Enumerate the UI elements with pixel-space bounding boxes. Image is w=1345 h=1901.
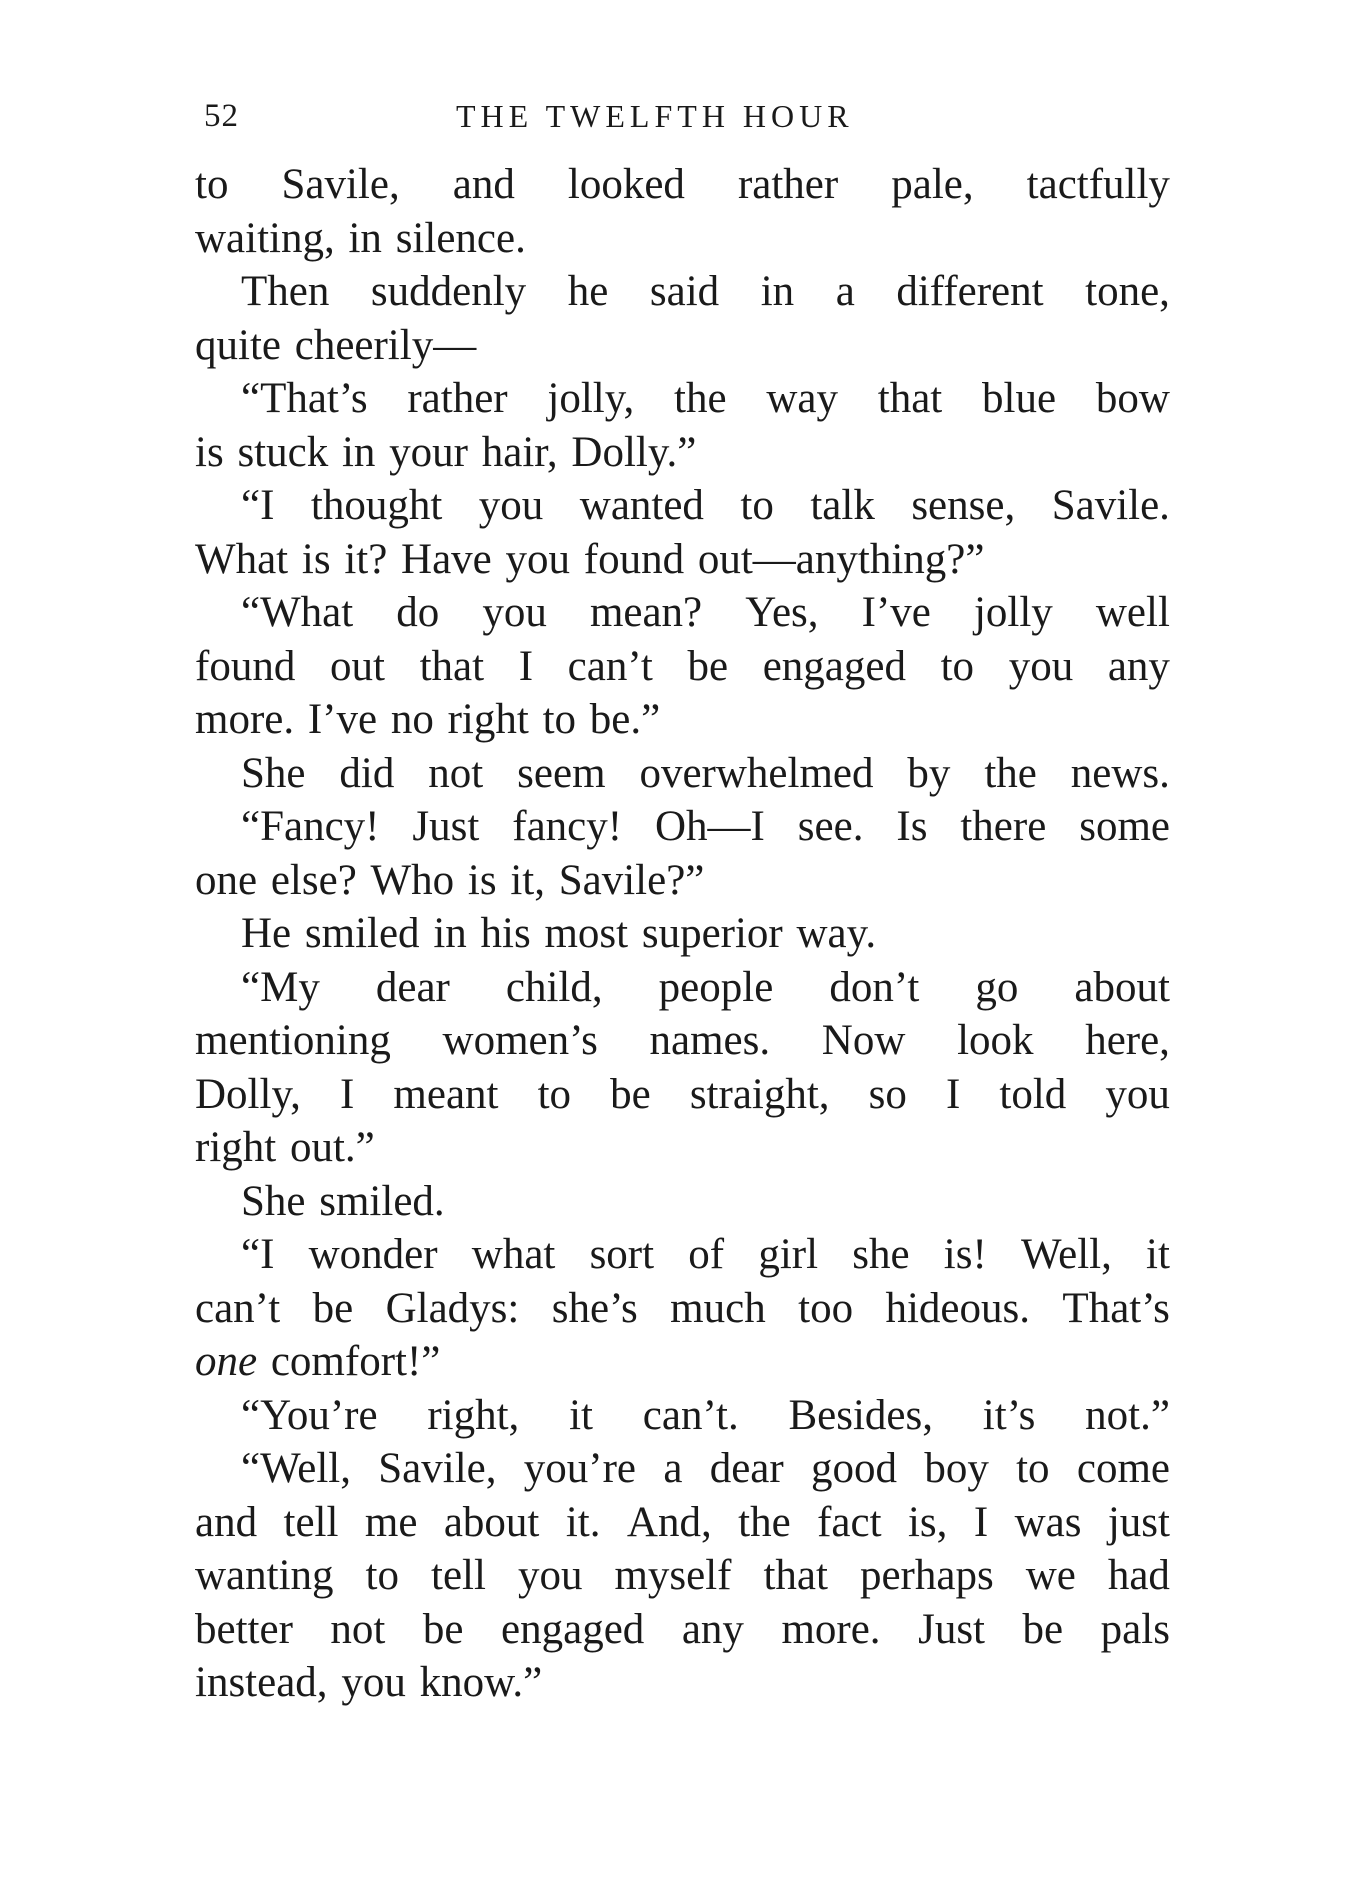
word: dear: [375, 963, 450, 1011]
text-line: [195, 265, 1170, 319]
word: to: [542, 696, 577, 743]
word: rather: [407, 375, 508, 422]
word: not.”: [1085, 1391, 1170, 1439]
word: I: [340, 1070, 355, 1118]
word: “Fancy!: [241, 803, 380, 850]
word: and: [195, 1498, 258, 1546]
text-line: [195, 1228, 1170, 1282]
word: wonder: [308, 1231, 438, 1278]
word: Savile,: [378, 1445, 497, 1492]
text-line: [195, 854, 1170, 908]
word: told: [999, 1070, 1067, 1118]
word: rather: [737, 161, 839, 208]
word: What: [195, 535, 289, 583]
text-line: [195, 158, 1170, 212]
word: I’ve: [861, 589, 931, 636]
word: go: [975, 963, 1019, 1011]
text-line: [195, 800, 1170, 854]
word: the: [674, 375, 727, 422]
text-line: [195, 426, 1170, 480]
word: to: [740, 482, 774, 529]
word: said: [649, 268, 720, 315]
text-line: [195, 1014, 1170, 1068]
word: myself: [614, 1552, 732, 1599]
text-line: [195, 212, 1170, 266]
text-line: [195, 1656, 1170, 1710]
word: out.”: [289, 1124, 375, 1171]
word: is: [195, 428, 224, 476]
word: tone,: [1085, 268, 1170, 315]
word: smiled: [304, 910, 420, 957]
word: else?: [270, 856, 357, 904]
word: be: [687, 642, 729, 690]
word: Dolly,: [195, 1070, 301, 1118]
text-line: [195, 1282, 1170, 1336]
word: looked: [567, 161, 685, 208]
word: “That’s: [241, 375, 368, 422]
text-line: [195, 319, 1170, 373]
word: Gladys:: [385, 1284, 520, 1332]
word: bow: [1095, 375, 1170, 422]
text-line: [195, 586, 1170, 640]
word: “Well,: [241, 1445, 351, 1492]
word: meant: [393, 1070, 499, 1118]
word: any: [681, 1605, 744, 1653]
word: we: [1025, 1552, 1076, 1599]
text-line: [195, 1068, 1170, 1122]
text-line: [195, 747, 1170, 801]
word: Yes,: [745, 589, 819, 636]
word: do: [396, 589, 440, 636]
text-line: [195, 693, 1170, 747]
word: is!: [943, 1231, 987, 1278]
word: wanting: [195, 1552, 334, 1599]
word: too: [798, 1284, 854, 1332]
word: seem: [517, 749, 606, 797]
word: can’t.: [642, 1391, 739, 1439]
word: in: [433, 910, 467, 957]
text-line: [195, 1175, 1170, 1229]
word: more.: [781, 1605, 881, 1653]
word: instead,: [195, 1659, 328, 1706]
word: don’t: [829, 963, 920, 1011]
word: mentioning: [195, 1017, 391, 1064]
word: right: [195, 1124, 277, 1171]
word: quite: [195, 321, 281, 369]
word: mean?: [589, 589, 703, 636]
word: a: [835, 268, 855, 315]
word: so: [868, 1070, 907, 1118]
word: superior: [641, 910, 783, 957]
word: He: [241, 910, 292, 957]
word: blue: [982, 375, 1057, 422]
word: stuck: [237, 428, 329, 476]
word: way: [766, 375, 838, 422]
word: here,: [1085, 1017, 1170, 1064]
word: about: [443, 1498, 540, 1546]
word: She: [241, 749, 306, 797]
word: wanted: [579, 482, 704, 529]
word: one: [195, 856, 258, 904]
running-title: THE TWELFTH HOUR: [456, 98, 854, 134]
word: can’t: [195, 1284, 281, 1332]
word: jolly: [973, 589, 1053, 636]
word: about: [1074, 963, 1170, 1011]
word: Just: [412, 803, 480, 850]
word: pale,: [891, 161, 974, 208]
word: that: [763, 1552, 828, 1599]
word: to: [1016, 1445, 1050, 1492]
word: Besides,: [788, 1391, 934, 1439]
word: women’s: [442, 1017, 598, 1064]
word: and: [452, 161, 515, 208]
word: is,: [907, 1498, 948, 1546]
word: had: [1107, 1552, 1170, 1599]
word: just: [1107, 1498, 1170, 1546]
text-line: [195, 479, 1170, 533]
word: fact: [817, 1498, 882, 1546]
word: you’re: [523, 1445, 637, 1492]
word: come: [1076, 1445, 1170, 1492]
word: the: [984, 749, 1037, 797]
word: different: [896, 268, 1044, 315]
word: that: [419, 642, 485, 690]
text-line: [195, 1603, 1170, 1657]
word: be: [422, 1605, 464, 1653]
word: Oh—I: [655, 803, 765, 850]
word: tell: [283, 1498, 339, 1546]
text-line: [195, 907, 1170, 961]
page-header: [204, 98, 1164, 148]
word: it’s: [982, 1391, 1036, 1439]
word: one: [195, 1338, 258, 1385]
word: well: [1095, 589, 1170, 636]
word: did: [339, 749, 395, 797]
word: it: [1146, 1231, 1170, 1278]
word: suddenly: [370, 268, 527, 315]
word: waiting,: [195, 214, 335, 262]
word: Who: [370, 856, 455, 904]
word: jolly,: [547, 375, 635, 422]
word: hideous.: [885, 1284, 1031, 1332]
word: was: [1014, 1498, 1082, 1546]
word: you: [517, 1552, 583, 1599]
word: Dolly.”: [571, 428, 697, 476]
word: Have: [401, 535, 492, 583]
word: it?: [344, 535, 388, 583]
word: That’s: [1062, 1284, 1170, 1332]
word: be.”: [589, 696, 661, 743]
word: Just: [918, 1605, 986, 1653]
word: be: [1022, 1605, 1064, 1653]
text-line: [195, 1389, 1170, 1443]
word: no: [390, 696, 434, 743]
word: tactfully: [1026, 161, 1170, 208]
word: hair,: [481, 428, 558, 476]
word: talk: [810, 482, 875, 529]
word: you: [478, 482, 544, 529]
word: most: [544, 910, 629, 957]
word: much: [670, 1284, 766, 1332]
word: silence.: [395, 214, 526, 262]
word: “You’re: [241, 1391, 378, 1439]
word: She: [241, 1177, 306, 1225]
text-line: [195, 640, 1170, 694]
word: better: [195, 1605, 293, 1653]
word: is: [301, 535, 331, 583]
word: good: [811, 1445, 898, 1492]
body-text: [195, 158, 1170, 1710]
word: way.: [796, 910, 877, 957]
text-line: [195, 1121, 1170, 1175]
word: she: [852, 1231, 910, 1278]
word: you: [505, 535, 571, 583]
word: of: [688, 1231, 725, 1278]
word: fancy!: [512, 803, 623, 850]
word: “What: [241, 589, 354, 636]
word: there: [960, 803, 1047, 850]
word: perhaps: [859, 1552, 994, 1599]
text-line: [195, 533, 1170, 587]
word: Well,: [1020, 1231, 1112, 1278]
text-line: [195, 961, 1170, 1015]
word: is: [467, 856, 497, 904]
word: can’t: [567, 642, 653, 690]
word: sort: [589, 1231, 655, 1278]
word: “I: [241, 482, 275, 529]
word: people: [658, 963, 774, 1011]
word: I: [518, 642, 534, 690]
word: overwhelmed: [639, 749, 874, 797]
text-line: [195, 372, 1170, 426]
word: not: [330, 1605, 386, 1653]
text-line: [195, 1335, 1170, 1389]
word: girl: [758, 1231, 819, 1278]
word: it: [569, 1391, 593, 1439]
word: Savile?”: [558, 856, 705, 904]
word: it.: [565, 1498, 601, 1546]
word: Is: [896, 803, 928, 850]
word: cheerily—: [294, 321, 477, 369]
word: engaged: [762, 642, 906, 690]
word: right: [447, 696, 529, 743]
word: in: [341, 428, 376, 476]
word: to: [537, 1070, 572, 1118]
word: his: [480, 910, 531, 957]
word: to: [195, 161, 229, 208]
word: you: [1105, 1070, 1170, 1118]
word: comfort!”: [270, 1338, 441, 1385]
word: not: [428, 749, 484, 797]
word: Savile.: [1051, 482, 1170, 529]
word: to: [940, 642, 975, 690]
word: some: [1079, 803, 1170, 850]
word: right,: [427, 1391, 520, 1439]
word: straight,: [689, 1070, 830, 1118]
text-line: [195, 1496, 1170, 1550]
word: sense,: [911, 482, 1016, 529]
word: child,: [505, 963, 603, 1011]
word: me: [364, 1498, 418, 1546]
word: the: [738, 1498, 791, 1546]
word: look: [957, 1017, 1034, 1064]
word: in: [760, 268, 795, 315]
word: what: [471, 1231, 556, 1278]
word: “I: [241, 1231, 275, 1278]
word: I: [973, 1498, 989, 1546]
word: out—anything?”: [697, 535, 985, 583]
word: boy: [924, 1445, 989, 1492]
word: you: [341, 1659, 406, 1706]
word: he: [567, 268, 609, 315]
word: found: [195, 642, 296, 690]
word: Savile,: [281, 161, 400, 208]
word: Then: [241, 268, 330, 315]
word: Now: [821, 1017, 906, 1064]
word: she’s: [551, 1284, 638, 1332]
word: it,: [510, 856, 545, 904]
word: “My: [241, 963, 320, 1011]
word: be: [610, 1070, 651, 1118]
word: you: [482, 589, 547, 636]
word: found: [583, 535, 685, 583]
word: smiled.: [319, 1177, 445, 1225]
word: in: [348, 214, 382, 262]
word: to: [365, 1552, 399, 1599]
word: I: [945, 1070, 961, 1118]
word: a: [663, 1445, 683, 1492]
word: pals: [1100, 1605, 1170, 1653]
word: any: [1107, 642, 1170, 690]
word: see.: [797, 803, 864, 850]
word: by: [907, 749, 951, 797]
word: I’ve: [307, 696, 378, 743]
word: your: [389, 428, 468, 476]
word: be: [312, 1284, 354, 1332]
word: tell: [431, 1552, 486, 1599]
word: thought: [310, 482, 443, 529]
word: dear: [709, 1445, 784, 1492]
word: know.”: [419, 1659, 543, 1706]
word: news.: [1070, 749, 1170, 797]
word: out: [329, 642, 385, 690]
word: you: [1008, 642, 1074, 690]
word: names.: [649, 1017, 771, 1064]
page-number: 52: [204, 98, 239, 134]
word: that: [877, 375, 943, 422]
word: And,: [626, 1498, 712, 1546]
word: engaged: [501, 1605, 645, 1653]
word: more.: [195, 696, 295, 743]
text-line: [195, 1442, 1170, 1496]
text-line: [195, 1549, 1170, 1603]
